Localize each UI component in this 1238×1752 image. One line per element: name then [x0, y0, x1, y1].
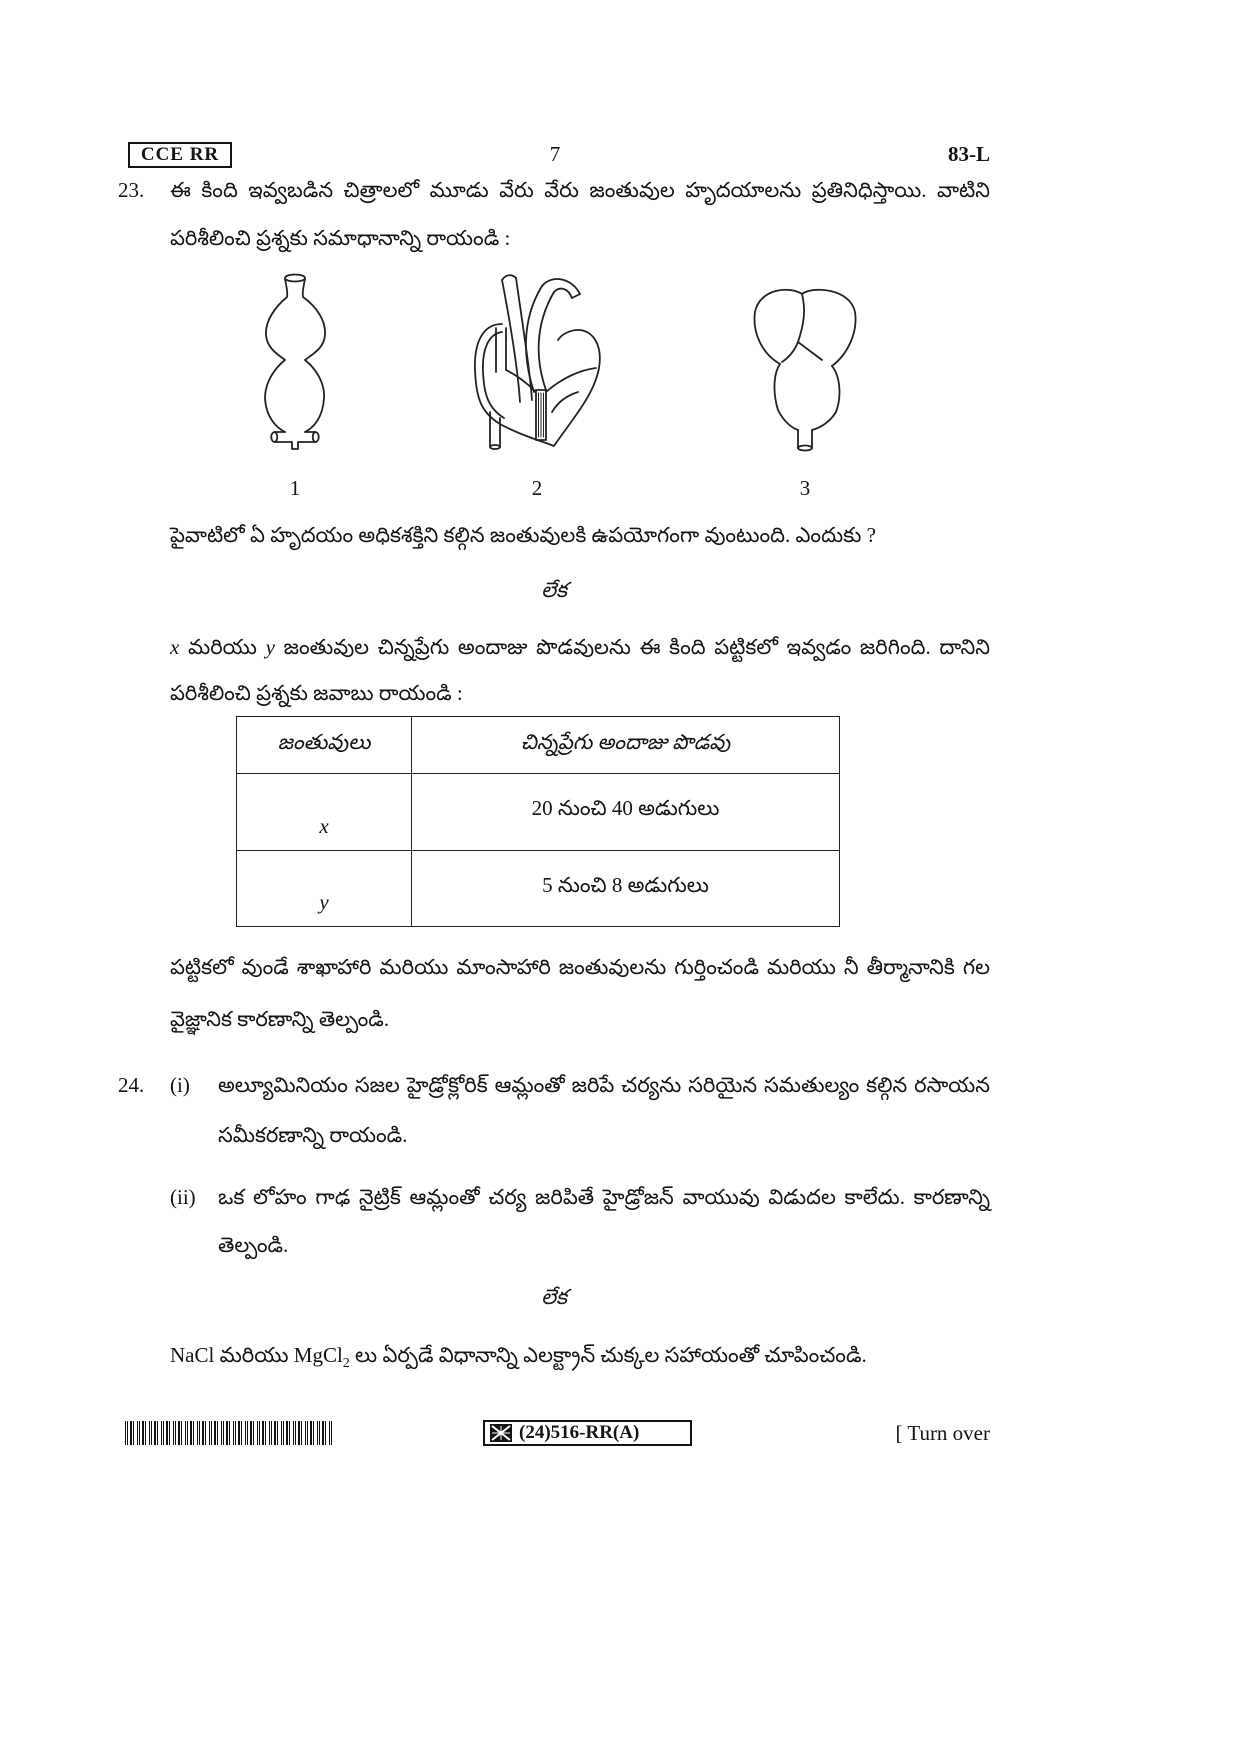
part-label: (i): [170, 1073, 190, 1097]
intro-text: జంతువుల చిన్నప్రేగు అందాజు పొడవులను ఈ కింది పట్టికలో ఇవ్వడం జరిగింది. దానిని పరిశీలించి ప్రశ్నకు జవాబు రాయండి :: [170, 635, 991, 705]
chem-text: NaCl మరియు MgCl: [170, 1343, 343, 1367]
q23-stem: ఈ కింది ఇవ్వబడిన చిత్రాలలో మూడు వేరు వేరు జంతువుల హృదయాలను ప్రతినిధిస్తాయి. వాటిని పరిశీలించి ప్రశ్నకు సమాధానాన్ని రాయండి :: [170, 178, 990, 250]
heart-figure-1: [220, 272, 370, 462]
variable-y: y: [265, 635, 275, 659]
heart-figure-2: [462, 272, 612, 462]
intro-text: మరియు: [188, 635, 257, 659]
chem-subscript: 2: [342, 1356, 350, 1371]
page-number: 7: [549, 142, 561, 166]
q24-part-ii-row: [118, 1173, 990, 1269]
table-row: [237, 774, 840, 851]
or-label: లేక: [541, 1285, 567, 1309]
part-label: (ii): [170, 1185, 196, 1209]
intestine-length-table: [236, 716, 840, 927]
q23-alternative-question: పట్టికలో వుండే శాఖాహారి మరియు మాంసాహారి జంతువులను గుర్తించండి మరియు నీ తీర్మానానికి గల వైజ్ఞానిక కారణాన్ని తెల్పండి.: [170, 955, 990, 1031]
column-header-animals: జంతువులు: [237, 717, 412, 774]
q23-stem-row: [118, 166, 990, 262]
paper-code-text: (24)516-RR(A): [519, 1422, 640, 1443]
main-content: [118, 166, 990, 1446]
table-cell-length: 5 నుంచి 8 అడుగులు: [412, 851, 840, 927]
q23-alternative-intro: [118, 624, 990, 716]
paper-code-box: [483, 1420, 692, 1446]
question-number: 23.: [118, 178, 145, 202]
figure-3: [730, 272, 880, 502]
column-header-length: చిన్నప్రేగు అందాజు పొడవు: [412, 717, 840, 774]
figure-label: 3: [799, 476, 811, 500]
heart-figures: [118, 272, 990, 502]
table-row: [237, 851, 840, 927]
hatched-square-icon: [489, 1423, 513, 1443]
part-text: ఒక లోహం గాఢ నైట్రిక్ ఆమ్లంతో చర్య జరిపితే హైడ్రోజన్ వాయువు విడుదల కాలేదు. కారణాన్ని తెల్పండి.: [218, 1185, 990, 1257]
paper-code: 83-L: [948, 142, 990, 166]
table-cell-animal: x: [237, 774, 412, 851]
question-number: 24.: [118, 1073, 145, 1097]
figure-2: [462, 272, 612, 502]
turn-over-note: [ Turn over: [895, 1421, 990, 1445]
barcode: [125, 1421, 333, 1445]
table-cell-length: 20 నుంచి 40 అడుగులు: [412, 774, 840, 851]
q24-alternative-question: [118, 1331, 990, 1379]
q24-part-i-row: [118, 1060, 990, 1160]
heart-outline: [754, 290, 855, 451]
heart-outline: [265, 275, 325, 450]
heart-outline: [475, 275, 600, 449]
chem-text: లు ఏర్పడే విధానాన్ని ఎలక్ట్రాన్ చుక్కల సహాయంతో చూపించండి.: [355, 1343, 867, 1367]
variable-x: x: [170, 635, 180, 659]
figure-label: 2: [531, 476, 543, 500]
figure-label: 1: [289, 476, 301, 500]
part-text: అల్యూమినియం సజల హైడ్రోక్లోరిక్ ఆమ్లంతో జరిపే చర్యను సరియైన సమతుల్యం కల్గిన రసాయన సమీకరణాన్ని రాయండి.: [218, 1073, 990, 1147]
heart-figure-3: [730, 272, 880, 462]
header-code-box: CCE RR: [128, 142, 232, 168]
page-footer: [118, 1420, 990, 1446]
figure-1: [220, 272, 370, 502]
number-spacer: [118, 1173, 170, 1269]
q23-question: పైవాటిలో ఏ హృదయం అధికశక్తిని కల్గిన జంతువులకి ఉపయోగంగా వుంటుంది. ఎందుకు ?: [170, 523, 876, 547]
or-label: లేక: [541, 578, 567, 602]
table-header-row: [237, 717, 840, 774]
table-cell-animal: y: [237, 851, 412, 927]
